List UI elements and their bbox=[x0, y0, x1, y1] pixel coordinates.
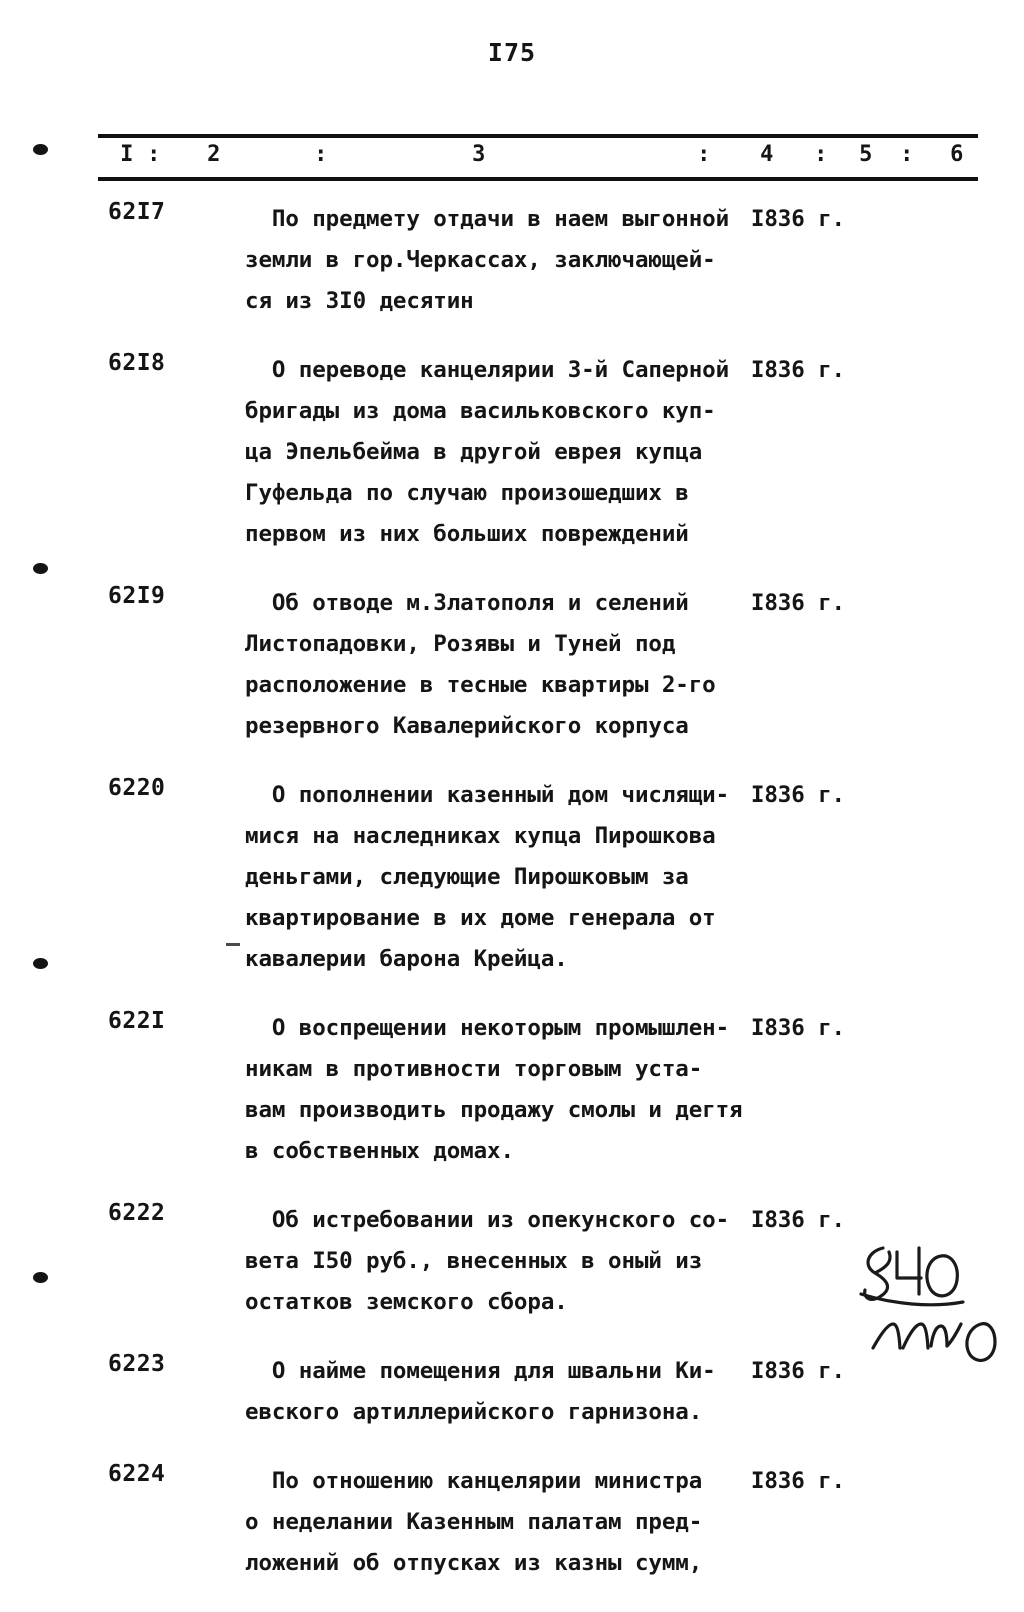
entry-text-line: первом из них больших повреждений bbox=[245, 521, 689, 547]
entry-number: 6220 bbox=[108, 775, 166, 801]
entry-text-line: деньгами, следующие Пирошковым за bbox=[245, 864, 689, 890]
entry-number: 622I bbox=[108, 1008, 166, 1034]
entry-text-line-lead: По отношению канцелярии министра bbox=[245, 1468, 703, 1494]
entry-text-line: квартирование в их доме генерала от bbox=[245, 905, 716, 931]
column-header-1: I bbox=[120, 142, 134, 167]
register-entry bbox=[0, 1461, 1024, 1584]
entry-text-line bbox=[245, 1200, 845, 1241]
column-header-4: 4 bbox=[760, 142, 774, 167]
entry-year: I836 г. bbox=[750, 357, 845, 383]
entry-text-line: вета I50 руб., внесенных в оный из bbox=[245, 1248, 703, 1274]
entry-text-line bbox=[245, 583, 845, 624]
entry-year: I836 г. bbox=[750, 1015, 845, 1041]
column-separator-1: : bbox=[147, 142, 161, 167]
entry-year: I836 г. bbox=[750, 1207, 845, 1233]
column-header-5: 5 bbox=[859, 142, 873, 167]
entry-text-line bbox=[245, 350, 845, 391]
register-entry bbox=[0, 1008, 1024, 1172]
entry-text-line: остатков земского сбора. bbox=[245, 1289, 568, 1315]
table-rule-top bbox=[98, 134, 978, 138]
entry-number: 62I8 bbox=[108, 350, 166, 376]
stray-ink-mark bbox=[226, 943, 240, 946]
entry-text-block bbox=[245, 1200, 845, 1323]
entry-text-line: ся из 3I0 десятин bbox=[245, 288, 474, 314]
entry-text-line: Гуфельда по случаю произошедших в bbox=[245, 480, 689, 506]
entry-text-line bbox=[245, 1008, 845, 1049]
handwritten-annotation-strokes bbox=[845, 1232, 1015, 1362]
punch-hole-mark bbox=[33, 144, 48, 155]
column-separator-3: : bbox=[697, 142, 711, 167]
entry-number: 6222 bbox=[108, 1200, 166, 1226]
register-entry bbox=[0, 583, 1024, 747]
entry-text-block bbox=[245, 583, 845, 747]
entry-text-line-lead: О воспрещении некоторым промышлен- bbox=[245, 1015, 730, 1041]
register-entry bbox=[0, 775, 1024, 980]
entry-text-block bbox=[245, 199, 845, 322]
column-header-3: 3 bbox=[472, 142, 486, 167]
column-separator-4: : bbox=[814, 142, 828, 167]
entry-year: I836 г. bbox=[750, 1358, 845, 1384]
entry-text-line: резервного Кавалерийского корпуса bbox=[245, 713, 689, 739]
entry-text-line-lead: О найме помещения для швальни Ки- bbox=[245, 1358, 716, 1384]
entry-text-line: ложений об отпусках из казны сумм, bbox=[245, 1550, 703, 1576]
entry-number: 62I7 bbox=[108, 199, 166, 225]
entry-year: I836 г. bbox=[750, 782, 845, 808]
column-separator-2: : bbox=[314, 142, 328, 167]
entry-text-line bbox=[245, 199, 845, 240]
entry-text-line: никам в противности торговым уста- bbox=[245, 1056, 703, 1082]
entry-text-block bbox=[245, 1351, 845, 1433]
table-column-headers bbox=[98, 142, 978, 177]
entry-text-line: вам производить продажу смолы и дегтя bbox=[245, 1097, 743, 1123]
entry-number: 6223 bbox=[108, 1351, 166, 1377]
entry-number: 6224 bbox=[108, 1461, 166, 1487]
entry-text-block bbox=[245, 1008, 845, 1172]
entry-text-line-lead: По предмету отдачи в наем выгонной bbox=[245, 206, 730, 232]
entry-text-line-lead: О переводе канцелярии 3-й Саперной bbox=[245, 357, 730, 383]
entry-text-line bbox=[245, 1351, 845, 1392]
entry-text-block bbox=[245, 775, 845, 980]
column-header-6: 6 bbox=[950, 142, 964, 167]
page-number: I75 bbox=[487, 38, 537, 67]
column-header-2: 2 bbox=[207, 142, 221, 167]
register-entry bbox=[0, 199, 1024, 322]
entry-text-line bbox=[245, 1461, 845, 1502]
entry-text-line-lead: О пополнении казенный дом числящи- bbox=[245, 782, 730, 808]
entry-text-line: Листопадовки, Розявы и Туней под bbox=[245, 631, 676, 657]
handwritten-annotation bbox=[845, 1232, 1015, 1362]
entry-text-line-lead: Об истребовании из опекунского со- bbox=[245, 1207, 730, 1233]
entry-text-line: в собственных домах. bbox=[245, 1138, 514, 1164]
entry-text-line: мися на наследниках купца Пирошкова bbox=[245, 823, 716, 849]
entry-year: I836 г. bbox=[750, 1468, 845, 1494]
entry-text-line-lead: Об отводе м.Златополя и селений bbox=[245, 590, 689, 616]
entry-text-block bbox=[245, 350, 845, 555]
column-separator-5: : bbox=[900, 142, 914, 167]
entry-number: 62I9 bbox=[108, 583, 166, 609]
register-entry bbox=[0, 1351, 1024, 1433]
entry-year: I836 г. bbox=[750, 590, 845, 616]
entry-text-block bbox=[245, 1461, 845, 1584]
entry-year: I836 г. bbox=[750, 206, 845, 232]
entry-text-line: о неделании Казенным палатам пред- bbox=[245, 1509, 703, 1535]
entry-text-line bbox=[245, 775, 845, 816]
entry-text-line: бригады из дома васильковского куп- bbox=[245, 398, 716, 424]
entry-text-line: кавалерии барона Крейца. bbox=[245, 946, 568, 972]
entry-text-line: евского артиллерийского гарнизона. bbox=[245, 1399, 703, 1425]
register-entry bbox=[0, 350, 1024, 555]
register-entry-list bbox=[0, 199, 1024, 1612]
entry-text-line: расположение в тесные квартиры 2-го bbox=[245, 672, 716, 698]
entry-text-line: земли в гор.Черкассах, заключающей- bbox=[245, 247, 716, 273]
entry-text-line: ца Эпельбейма в другой еврея купца bbox=[245, 439, 703, 465]
table-rule-bottom bbox=[98, 177, 978, 181]
